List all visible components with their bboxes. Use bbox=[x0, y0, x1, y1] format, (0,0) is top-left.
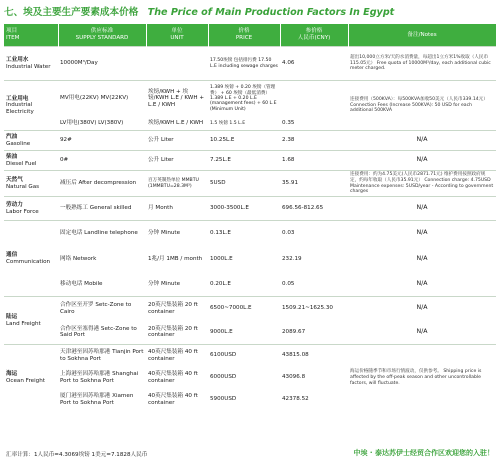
notes-cell: N/A bbox=[348, 221, 496, 247]
price-cell: 5USD bbox=[208, 171, 280, 197]
standard-cell: 上海港至因苏哈那港 Shanghai Port to Sokhna Port bbox=[60, 370, 139, 384]
standard-cell: 合作区至塞得港 Setc-Zone to Said Port bbox=[60, 325, 137, 339]
price-cell: 6500~7000L.E bbox=[208, 297, 280, 321]
standard-cell: 网络 Network bbox=[60, 256, 97, 263]
notes-cell: 连接费用：约为4.75美元(人民币2871.71元) 维护费用按照政府规定，约每年收取（人民币35.91元） Connection charge: 4.75USD Maintenance expenses: 5USD/year - According to government charges bbox=[348, 171, 496, 197]
notes-cell: N/A bbox=[348, 297, 496, 321]
notes-cell: N/A bbox=[416, 327, 428, 335]
unit-cell: 公升 Liter bbox=[146, 151, 208, 171]
unit-cell: 百万英制热单位 MMBTU (1MMBTU=28.3M³) bbox=[146, 171, 208, 197]
standard-cell: MV用电(22KV) MV(22KV) bbox=[58, 81, 146, 117]
table-row bbox=[4, 273, 496, 297]
price-cell: 1.5 埃镑 1.5 L.E bbox=[210, 120, 246, 126]
cny-cell: 0.35 bbox=[282, 119, 295, 126]
cny-cell: 43096.8 bbox=[282, 374, 306, 381]
header-price: 价格 PRICE bbox=[208, 24, 280, 47]
welcome-slogan: 中埃 · 泰达苏伊士经贸合作区欢迎您的入驻！ bbox=[353, 449, 494, 457]
title-en: The Price of Main Production Factors In Egypt bbox=[147, 7, 395, 18]
table-row bbox=[4, 197, 496, 221]
price-cell: 1.389 埃镑 + 0.20 埃镑（管理费） + 60 埃镑（最低消费） 1.389 L.E + 0.20 L.E (management fees) + 60 L.E (Minimum Unit) bbox=[208, 81, 280, 117]
standard-cell: 减压后 After decompression bbox=[58, 171, 146, 197]
standard-cell: 0# bbox=[58, 151, 146, 171]
item-cell: 工业用水 Industrial Water bbox=[4, 47, 58, 81]
table-row bbox=[4, 171, 496, 197]
table-row bbox=[4, 221, 496, 247]
cny-cell: 42378.52 bbox=[282, 396, 309, 403]
notes-cell: N/A bbox=[416, 279, 428, 287]
standard-cell: 厦门港至因苏哈那港 Xiamen Port to Sokhna Port bbox=[60, 392, 134, 406]
cny-cell: 1509.21~1625.30 bbox=[280, 297, 348, 321]
table-row bbox=[4, 247, 496, 273]
price-cell: 9000L.E bbox=[210, 328, 233, 335]
unit-cell: 埃镑/KWH L.E / KWH bbox=[148, 119, 204, 126]
cny-cell: 43815.08 bbox=[280, 345, 348, 367]
item-cell: 劳动力 Labor Force bbox=[4, 197, 58, 221]
unit-cell: 分钟 Minute bbox=[146, 221, 208, 247]
header-supply-standard: 供应标准 SUPPLY STANDARD bbox=[58, 24, 146, 47]
item-cell: 汽油 Gasoline bbox=[4, 131, 58, 151]
cny-cell: 35.91 bbox=[280, 171, 348, 197]
notes-cell: N/A bbox=[348, 197, 496, 221]
standard-cell: 一般熟练工 General skilled bbox=[58, 197, 146, 221]
standard-cell: 10000M³/Day bbox=[58, 47, 146, 81]
table-row bbox=[4, 47, 496, 81]
header-item: 项目 ITEM bbox=[4, 24, 58, 47]
item-cell: 陆运 Land Freight bbox=[4, 297, 58, 345]
unit-cell: 40英尺集装箱 40 ft container bbox=[146, 345, 208, 367]
unit-cell: 公升 Liter bbox=[146, 131, 208, 151]
cny-cell: 696.56-812.65 bbox=[280, 197, 348, 221]
unit-cell: 20英尺集装箱 20 ft container bbox=[148, 325, 198, 339]
price-cell: 6100USD bbox=[208, 345, 280, 367]
table-row bbox=[4, 131, 496, 151]
standard-cell: 92# bbox=[58, 131, 146, 151]
unit-cell: 40英尺集装箱 40 ft container bbox=[148, 370, 198, 384]
standard-cell: 固定电话 Landline telephone bbox=[58, 221, 146, 247]
cny-cell: 2089.67 bbox=[282, 328, 306, 335]
cny-cell: 4.06 bbox=[280, 47, 348, 81]
price-cell: 5900USD bbox=[210, 396, 237, 403]
header-cny: 参价格 人民币(CNY) bbox=[280, 24, 348, 47]
price-table bbox=[4, 24, 497, 411]
table-row bbox=[4, 81, 496, 117]
price-cell: 1000L.E bbox=[210, 256, 233, 263]
notes-cell: N/A bbox=[416, 255, 428, 263]
notes-cell: 超出10,000立方米/天的水消费量，每超出1立方米1%收取（人民币115.05元） Free quota of 10000M³/day, each additional cubic meter charged. bbox=[348, 47, 496, 81]
unit-cell: 埃镑/KWH + 埃镑/KWH L.E / KWH + L.E / KWH bbox=[146, 81, 208, 117]
unit-cell: 1兆/月 1MB / month bbox=[148, 256, 203, 263]
price-cell: 17.50埃镑 包括排污费 17.50 L.E including sewage charges bbox=[208, 47, 280, 81]
cny-cell: 2.38 bbox=[280, 131, 348, 151]
price-cell: 7.25L.E bbox=[208, 151, 280, 171]
table-row bbox=[4, 345, 496, 367]
standard-cell: 移动电话 Mobile bbox=[60, 280, 103, 287]
item-cell: 柴油 Diesel Fuel bbox=[4, 151, 58, 171]
table-row bbox=[4, 321, 496, 345]
standard-cell: 合作区至开罗 Setc-Zone to Cairo bbox=[58, 297, 146, 321]
unit-cell: 40英尺集装箱 40 ft container bbox=[148, 392, 198, 406]
cny-cell: 0.03 bbox=[280, 221, 348, 247]
page-title bbox=[4, 4, 496, 20]
item-cell: 天然气 Natural Gas bbox=[4, 171, 58, 197]
footer bbox=[4, 448, 496, 460]
item-cell: 海运 Ocean Freight bbox=[4, 345, 58, 411]
exchange-rate-note: 汇率计算：1人民币=4.3069埃镑 1美元=7.1828人民币 bbox=[6, 452, 148, 458]
unit-cell: 分钟 Minute bbox=[148, 280, 181, 287]
cny-cell bbox=[280, 81, 348, 117]
table-row bbox=[4, 151, 496, 171]
unit-cell bbox=[146, 47, 208, 81]
price-cell: 0.20L.E bbox=[210, 280, 231, 287]
item-cell: 工业用电 Industrial Electricity bbox=[4, 81, 58, 131]
item-cell: 通信 Communication bbox=[4, 221, 58, 297]
price-cell: 6000USD bbox=[210, 374, 237, 381]
notes-cell: N/A bbox=[348, 151, 496, 171]
price-cell: 3000-3500L.E bbox=[208, 197, 280, 221]
cny-cell: 1.68 bbox=[280, 151, 348, 171]
title-cn: 七、埃及主要生产要素成本价格 bbox=[4, 7, 139, 18]
standard-cell: LV用电(380V) LV(380V) bbox=[60, 119, 124, 126]
notes-cell: 海运价格随季节和市场行情波动，仅供参考。 Shipping price is affected by the off-peak season and other uncontrollable factors, will fluctuate. bbox=[348, 345, 496, 411]
notes-cell: N/A bbox=[348, 131, 496, 151]
header-notes: 备注/Notes bbox=[348, 24, 496, 47]
cny-cell: 232.19 bbox=[282, 256, 302, 263]
table-header-row bbox=[4, 24, 496, 47]
unit-cell: 20英尺集装箱 20 ft container bbox=[146, 297, 208, 321]
price-cell: 0.13L.E bbox=[208, 221, 280, 247]
unit-cell: 月 Month bbox=[146, 197, 208, 221]
header-unit: 单位 UNIT bbox=[146, 24, 208, 47]
notes-cell: 连接费用（500KVA）：每500KVA加收50美元（人民币339.14元） Connection Fees (Increase 500KVA): 50 USD for each additional 500KVA bbox=[348, 81, 496, 131]
cny-cell: 0.05 bbox=[282, 280, 295, 287]
table-row bbox=[4, 297, 496, 321]
standard-cell: 天津港至因苏哈那港 Tianjin Port to Sokhna Port bbox=[58, 345, 146, 367]
price-cell: 10.25L.E bbox=[208, 131, 280, 151]
